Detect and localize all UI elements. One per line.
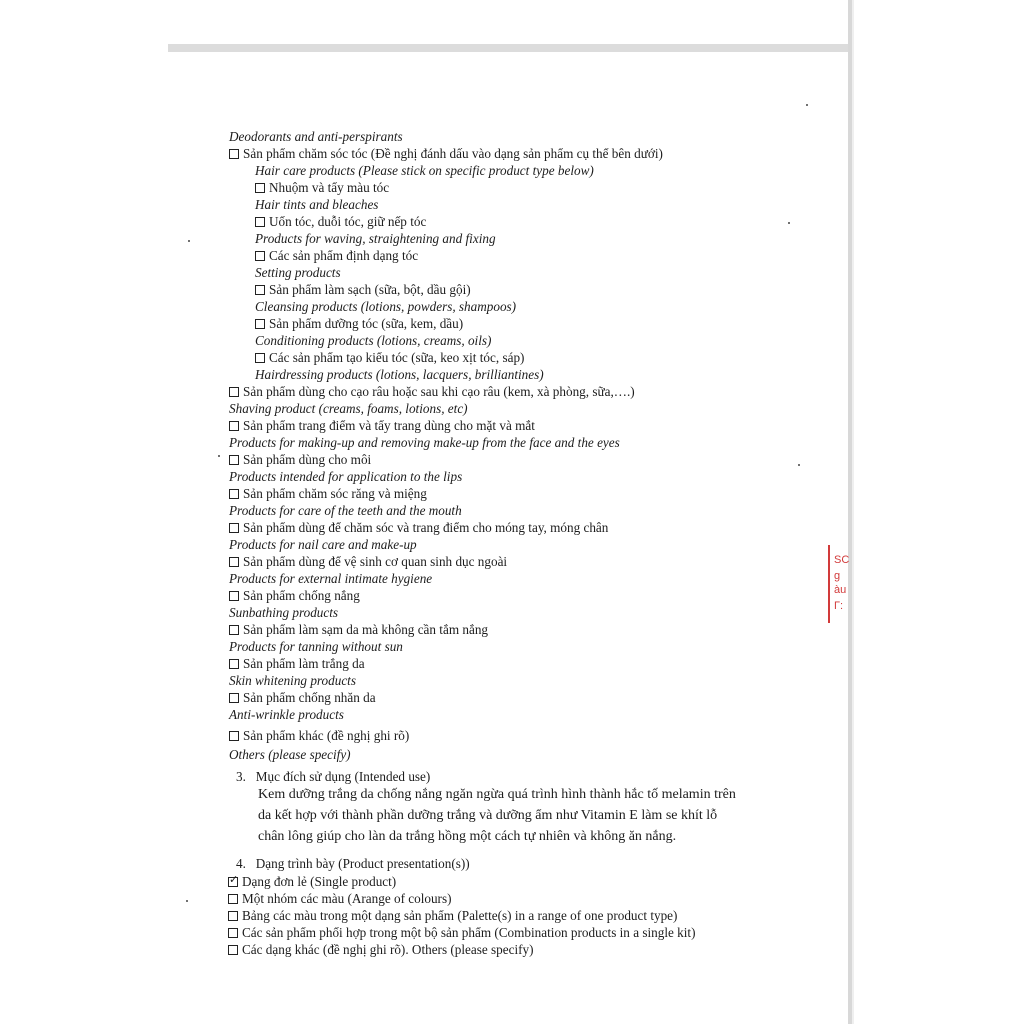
stamp-text: SC [834,554,850,566]
checklist-caption-text: Cleansing products (lotions, powders, shampoos) [255,299,517,314]
checklist-caption-text: Sunbathing products [229,605,339,620]
section-3-body-line: chân lông giúp cho làn da trắng hồng một cách tự nhiên và không ăn nắng. [258,829,677,844]
checklist-caption-text: Deodorants and anti-perspirants [229,129,403,144]
checklist-caption [229,128,403,145]
checklist-caption [229,400,468,417]
checklist-caption-text: Skin whitening products [229,673,356,688]
presentation-option [228,907,677,924]
checklist-option-label: Sản phẩm chăm sóc tóc (Đề nghị đánh dấu vào dạng sản phẩm cụ thể bên dưới) [243,146,663,161]
presentation-option-label: Dạng đơn lẻ (Single product) [242,874,397,889]
stamp-text: àu [834,584,847,596]
checklist-caption-text: Products for tanning without sun [229,639,403,654]
checklist-caption-text: Products for making-up and removing make-up from the face and the eyes [229,435,620,450]
checklist-caption-text: Hair tints and bleaches [255,197,379,212]
checkbox-icon[interactable] [229,625,239,635]
checklist-option [255,349,524,366]
checklist-caption [255,162,594,179]
checklist-option [229,587,360,604]
checklist-caption [229,746,351,763]
presentation-option [228,941,533,958]
checklist-caption [229,672,356,689]
scan-speck [798,464,800,466]
checklist-option-label: Sản phẩm dùng để chăm sóc và trang điểm cho móng tay, móng chân [243,520,609,535]
checklist-caption [255,196,378,213]
scan-speck [806,104,808,106]
section-3-title: Mục đích sử dụng (Intended use) [255,769,431,784]
checkbox-icon[interactable] [229,523,239,533]
checkbox-icon[interactable] [229,149,239,159]
presentation-option [228,924,695,941]
checkbox-icon[interactable] [228,928,238,938]
checklist-option-label: Sản phẩm làm sạm da mà không cần tắm nắng [243,622,489,637]
checklist-caption [229,536,417,553]
checklist-caption-text: Products for waving, straightening and fixing [255,231,496,246]
checklist-option-label: Sản phẩm trang điểm và tẩy trang dùng cho mặt và mắt [243,418,535,433]
checklist-option-label: Sản phẩm khác (đề nghị ghi rõ) [243,728,410,743]
checklist-option [229,383,635,400]
checkbox-icon[interactable] [229,387,239,397]
checkbox-icon[interactable] [228,894,238,904]
checkbox-icon[interactable] [255,183,265,193]
checklist-option-label: Sản phẩm làm trắng da [243,656,365,671]
scan-speck [218,455,220,457]
checklist-option [229,451,371,468]
checklist-caption [229,706,344,723]
checkbox-icon[interactable] [228,911,238,921]
page-edge-shadow [852,0,854,1024]
checklist-option [255,179,389,196]
checklist-caption [229,638,403,655]
checkbox-icon[interactable] [229,557,239,567]
checklist-caption [229,604,338,621]
scan-speck [186,900,188,902]
checklist-option [229,553,507,570]
checklist-option-label: Uốn tóc, duỗi tóc, giữ nếp tóc [269,214,427,229]
checklist-option [255,315,463,332]
checkbox-icon[interactable] [229,731,239,741]
checklist-option [255,213,426,230]
checklist-option [255,247,418,264]
presentation-option-label: Bảng các màu trong một dạng sản phẩm (Palette(s) in a range of one product type) [242,908,678,923]
checklist-caption [255,366,544,383]
section-3-body-line: da kết hợp với thành phần dưỡng trắng và dưỡng ẩm như Vitamin E làm se khít lỗ [258,808,718,823]
checkbox-icon[interactable] [229,693,239,703]
page-edge-top [168,44,850,52]
checkbox-icon[interactable] [255,285,265,295]
checklist-caption-text: Products intended for application to the lips [229,469,463,484]
checklist-caption [255,230,496,247]
checklist-option [229,145,663,162]
checkbox-icon[interactable] [228,945,238,955]
stamp-border [828,545,830,623]
checklist-caption-text: Shaving product (creams, foams, lotions, etc) [229,401,468,416]
checklist-option [229,727,409,744]
checklist-option-label: Nhuộm và tẩy màu tóc [269,180,390,195]
section-4-number: 4. [236,856,246,871]
checklist-option [229,655,365,672]
checklist-option-label: Các sản phẩm định dạng tóc [269,248,419,263]
presentation-option [228,890,451,907]
checklist-caption [255,332,491,349]
section-3-body-line: Kem dưỡng trắng da chống nắng ngăn ngừa quá trình hình thành hắc tố melamin trên [258,787,736,802]
checklist-caption-text: Hairdressing products (lotions, lacquers, brilliantines) [255,367,544,382]
checkbox-icon[interactable] [229,591,239,601]
stamp-text: g [834,570,841,582]
checklist-option-label: Sản phẩm dùng cho cạo râu hoặc sau khi cạo râu (kem, xà phòng, sữa,….) [243,384,635,399]
scan-speck [788,222,790,224]
checkbox-icon[interactable] [229,489,239,499]
stamp-text: Γ: [834,600,844,612]
checklist-caption-text: Others (please specify) [229,747,351,762]
checklist-option-label: Sản phẩm dùng cho môi [243,452,372,467]
checklist-option-label: Sản phẩm dùng để vệ sinh cơ quan sinh dục ngoài [243,554,508,569]
checklist-caption-text: Hair care products (Please stick on specific product type below) [255,163,594,178]
checklist-option [229,689,376,706]
checklist-option-label: Sản phẩm chống nhăn da [243,690,376,705]
checkbox-icon[interactable] [255,319,265,329]
checklist-caption [229,570,432,587]
checkbox-icon[interactable] [255,217,265,227]
red-stamp-mark [826,545,850,623]
section-4-heading [236,855,470,872]
checklist-option-label: Các sản phẩm tạo kiểu tóc (sữa, keo xịt tóc, sáp) [269,350,525,365]
section-4-title: Dạng trình bày (Product presentation(s)) [255,856,470,871]
checklist-option-label: Sản phẩm dưỡng tóc (sữa, kem, dầu) [269,316,464,331]
presentation-option-label: Các dạng khác (đề nghị ghi rõ). Others (please specify) [242,942,534,957]
checklist-caption [229,502,462,519]
presentation-option-label: Một nhóm các màu (Arange of colours) [242,891,452,906]
checklist-caption [255,264,341,281]
checklist-caption-text: Setting products [255,265,341,280]
presentation-option-label: Các sản phẩm phối hợp trong một bộ sản phẩm (Combination products in a single kit) [242,925,696,940]
checkbox-icon[interactable] [229,659,239,669]
checklist-option-label: Sản phẩm chống nắng [243,588,360,603]
checklist-caption-text: Products for care of the teeth and the mouth [229,503,462,518]
checkbox-icon[interactable] [229,455,239,465]
checklist-option [229,417,535,434]
checklist-caption [229,468,462,485]
checked-checkbox-icon[interactable] [228,877,238,887]
presentation-option [228,873,396,890]
checkbox-icon[interactable] [255,353,265,363]
checkbox-icon[interactable] [229,421,239,431]
checklist-caption-text: Conditioning products (lotions, creams, oils) [255,333,492,348]
checklist-option-label: Sản phẩm làm sạch (sữa, bột, dầu gội) [269,282,471,297]
checklist-option [255,281,471,298]
checklist-option [229,519,608,536]
checklist-option [229,485,427,502]
checklist-option-label: Sản phẩm chăm sóc răng và miệng [243,486,427,501]
scan-speck [188,240,190,242]
checklist-caption [229,434,620,451]
checklist-caption-text: Anti-wrinkle products [229,707,344,722]
checklist-caption-text: Products for external intimate hygiene [229,571,433,586]
checklist-caption-text: Products for nail care and make-up [229,537,417,552]
checklist-option [229,621,488,638]
section-3-number: 3. [236,769,246,784]
section-3-heading [236,768,430,785]
checklist-caption [255,298,516,315]
checkbox-icon[interactable] [255,251,265,261]
